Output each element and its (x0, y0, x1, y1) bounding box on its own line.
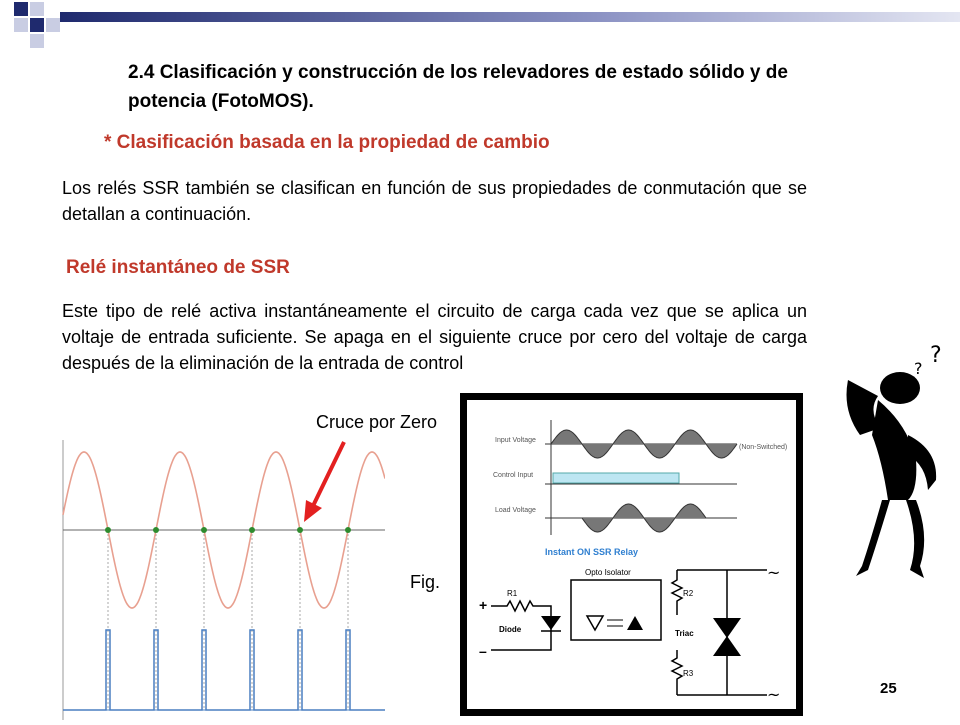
relay-diagram (460, 393, 803, 716)
minus-label: – (479, 643, 487, 659)
paragraph-1: Los relés SSR también se clasifican en función de sus propiedades de conmutación que se detallan a continuación. (62, 178, 807, 224)
control-input-label: Control Input (493, 472, 534, 479)
non-switched-label: (Non-Switched) (739, 444, 788, 451)
load-voltage-label: Load Voltage (495, 507, 536, 514)
plus-label: + (479, 597, 488, 613)
paragraph-2: Este tipo de relé activa instantáneamente el circuito de carga cada vez que se aplica un voltaje de entrada suficiente. Se apaga en el siguiente cruce por cero del voltaje de carga después de la eliminación de la entrada de control (62, 301, 807, 373)
pulse-train (63, 630, 385, 710)
header-bar (60, 12, 960, 22)
thinking-figure (838, 340, 953, 585)
input-voltage-label: Input Voltage (495, 437, 536, 444)
section-heading: Relé instantáneo de SSR (66, 257, 290, 278)
svg-text:?: ? (930, 343, 942, 368)
diode-label: Diode (499, 625, 522, 634)
tilde-top: ~ (767, 563, 781, 582)
slide-subtitle: * Clasificación basada en la propiedad de cambio (104, 132, 550, 153)
r3-label: R3 (683, 669, 694, 678)
svg-text:?: ? (914, 359, 923, 378)
arrow-icon (296, 438, 356, 528)
cruce-label: Cruce por Zero (316, 412, 438, 432)
triac-label: Triac (675, 629, 694, 638)
r1-label: R1 (507, 589, 518, 598)
r2-label: R2 (683, 589, 694, 598)
tilde-bottom: ~ (767, 685, 781, 704)
relay-title: Instant ON SSR Relay (545, 547, 639, 557)
opto-label: Opto Isolator (585, 568, 631, 577)
corner-decoration (0, 0, 90, 60)
page-number: 25 (880, 680, 897, 697)
fig-label: Fig. (410, 572, 441, 592)
slide-title: 2.4 Clasificación y construcción de los relevadores de estado sólido y de potencia (FotoMOS). (128, 62, 788, 112)
